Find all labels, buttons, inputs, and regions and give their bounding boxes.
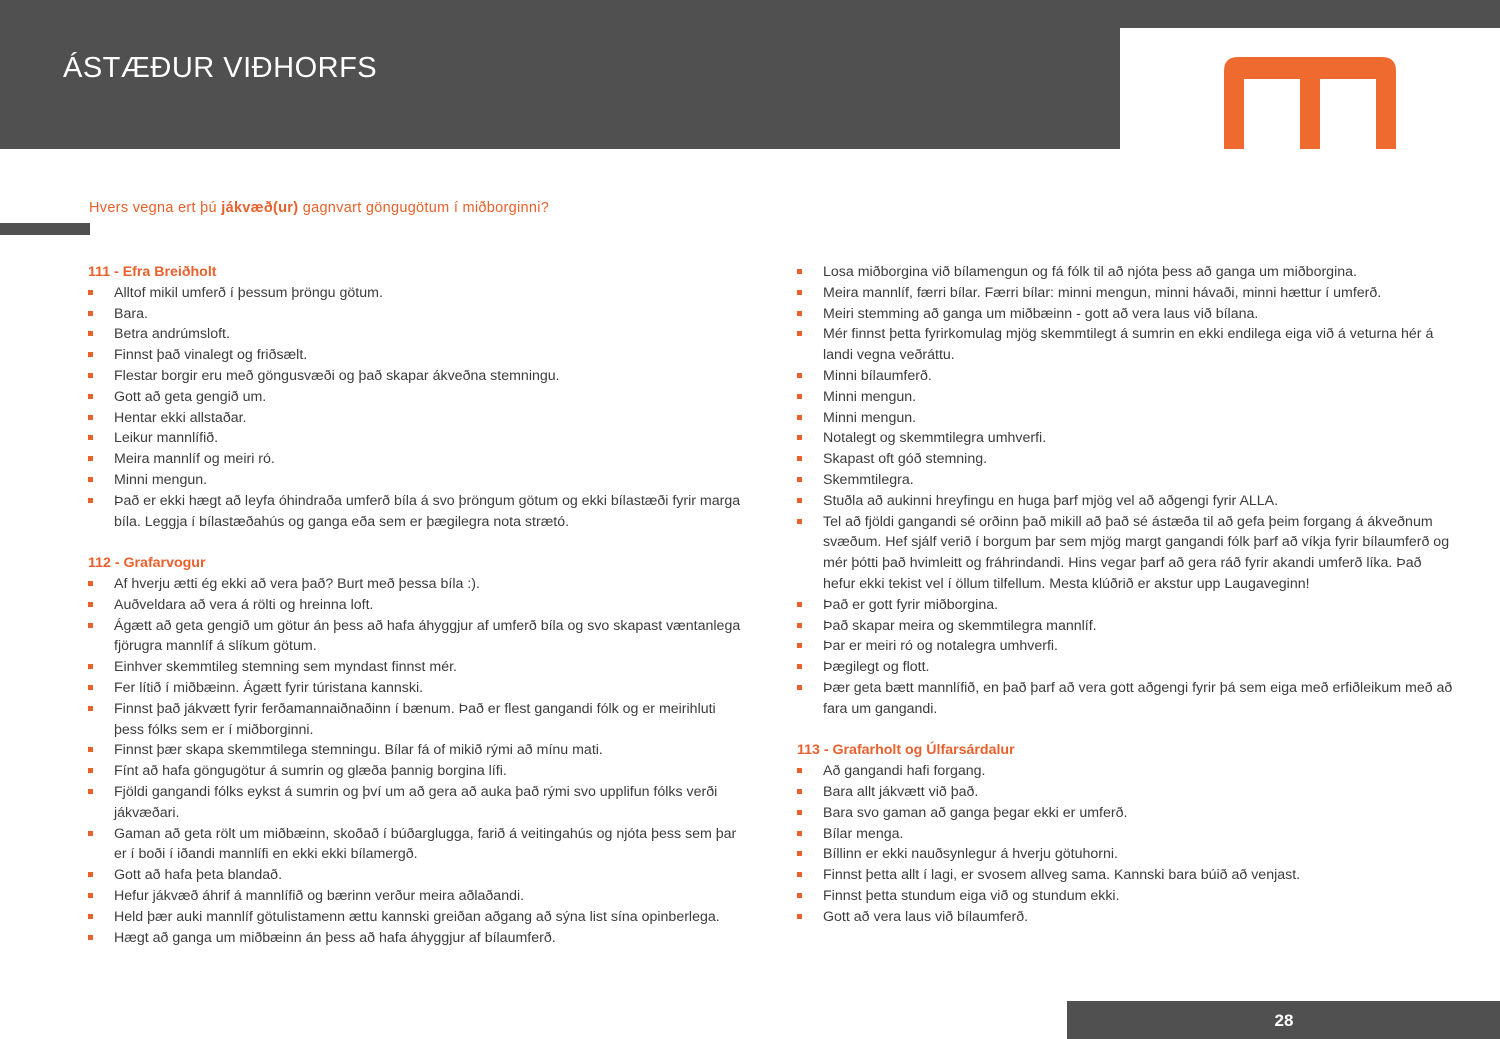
right-column	[797, 262, 1457, 928]
response-list	[797, 761, 1457, 927]
list-item: Þægilegt og flott.	[797, 657, 1457, 678]
list-item: Skemmtilegra.	[797, 470, 1457, 491]
list-item: Fer lítið í miðbæinn. Ágætt fyrir túristana kannski.	[88, 678, 748, 699]
list-item: Minni bílaumferð.	[797, 366, 1457, 387]
response-section	[797, 740, 1457, 927]
list-item: Finnst það jákvætt fyrir ferðamannaiðnaðinn í bænum. Það er flest gangandi fólk og er meirihluti þess fólks sem er í miðborginni.	[88, 699, 748, 741]
list-item: Notalegt og skemmtilegra umhverfi.	[797, 428, 1457, 449]
list-item: Held þær auki mannlíf götulistamenn ættu kannski greiðan aðgang að sýna list sína opinberlega.	[88, 907, 748, 928]
list-item: Bara svo gaman að ganga þegar ekki er umferð.	[797, 803, 1457, 824]
page-number: 28	[1274, 1011, 1294, 1030]
list-item: Fjöldi gangandi fólks eykst á sumrin og því um að gera að auka það rými svo upplifun fólks verði jákvæðari.	[88, 782, 748, 824]
list-item: Auðveldara að vera á rölti og hreinna loft.	[88, 595, 748, 616]
list-item: Tel að fjöldi gangandi sé orðinn það mikill að það sé ástæða til að gefa þeim forgang á ákveðnum svæðum. Hef sjálf verið í borgum þar sem mjög margt gangandi fólk þarf að víkja fyrir bílaumferð og mér þótti það hvimleitt og fráhrindandi. Hins vegar þarf að gera ráð fyrir akandi umferð líka. Það hefur ekki tekist vel í öllum tilfellum. Mesta klúðrið er akstur upp Laugaveginn!	[797, 512, 1457, 595]
list-item: Þær geta bætt mannlífið, en það þarf að vera gott aðgengi fyrir þá sem eiga með erfiðleikum með að fara um gangandi.	[797, 678, 1457, 720]
list-item: Minni mengun.	[88, 470, 748, 491]
response-section	[88, 262, 748, 532]
survey-question: Hvers vegna ert þú jákvæð(ur) gagnvart göngugötum í miðborginni?	[89, 200, 550, 216]
response-list	[88, 574, 748, 948]
list-item: Hentar ekki allstaðar.	[88, 408, 748, 429]
list-item: Af hverju ætti ég ekki að vera það? Burt með þessa bíla :).	[88, 574, 748, 595]
list-item: Flestar borgir eru með göngusvæði og það skapar ákveðna stemningu.	[88, 366, 748, 387]
list-item: Alltof mikil umferð í þessum þröngu götum.	[88, 283, 748, 304]
list-item: Skapast oft góð stemning.	[797, 449, 1457, 470]
question-emphasis: jákvæð(ur)	[221, 200, 299, 216]
list-item: Mér finnst þetta fyrirkomulag mjög skemmtilegt á sumrin en ekki endilega eiga við á veturna hér á landi vegna veðráttu.	[797, 324, 1457, 366]
list-item: Meira mannlíf og meiri ró.	[88, 449, 748, 470]
list-item: Bara.	[88, 304, 748, 325]
list-item: Fínt að hafa göngugötur á sumrin og glæða þannig borgina lífi.	[88, 761, 748, 782]
list-item: Leikur mannlífið.	[88, 428, 748, 449]
list-item: Finnst þær skapa skemmtilega stemningu. Bílar fá of mikið rými að mínu mati.	[88, 740, 748, 761]
list-item: Gott að hafa þeta blandað.	[88, 865, 748, 886]
continued-list	[797, 262, 1457, 720]
list-item: Gaman að geta rölt um miðbæinn, skoðað í búðarglugga, farið á veitingahús og njóta þess sem þar er í boði í iðandi mannlífi en ekki ekki bílamergð.	[88, 824, 748, 866]
list-item: Betra andrúmsloft.	[88, 324, 748, 345]
list-item: Það er gott fyrir miðborgina.	[797, 595, 1457, 616]
left-column	[88, 262, 748, 948]
list-item: Bílar menga.	[797, 824, 1457, 845]
section-title: 111 - Efra Breiðholt	[88, 264, 217, 280]
list-item: Það er ekki hægt að leyfa óhindraða umferð bíla á svo þröngum götum og ekki bílastæði fyrir marga bíla. Leggja í bílastæðahús og ganga eða sem er þægilegra nota strætó.	[88, 491, 748, 533]
list-item: Stuðla að aukinni hreyfingu en huga þarf mjög vel að aðgengi fyrir ALLA.	[797, 491, 1457, 512]
continued-section	[797, 262, 1457, 720]
orange-bracket-logo-icon	[1224, 57, 1396, 149]
list-item: Finnst þetta stundum eiga við og stundum ekki.	[797, 886, 1457, 907]
list-item: Bara allt jákvætt við það.	[797, 782, 1457, 803]
list-item: Minni mengun.	[797, 408, 1457, 429]
list-item: Þar er meiri ró og notalegra umhverfi.	[797, 636, 1457, 657]
list-item: Meira mannlíf, færri bílar. Færri bílar: minni mengun, minni hávaði, minni hættur í umferð.	[797, 283, 1457, 304]
section-title: 112 - Grafarvogur	[88, 555, 206, 572]
response-list	[88, 283, 748, 533]
list-item: Hefur jákvæð áhrif á mannlífið og bærinn verður meira aðlaðandi.	[88, 886, 748, 907]
list-item: Finnst þetta allt í lagi, er svosem allveg sama. Kannski bara búið að venjast.	[797, 865, 1457, 886]
list-item: Hægt að ganga um miðbæinn án þess að hafa áhyggjur af bílaumferð.	[88, 928, 748, 949]
section-title: 113 - Grafarholt og Úlfarsárdalur	[797, 742, 1015, 759]
list-item: Gott að geta gengið um.	[88, 387, 748, 408]
list-item: Meiri stemming að ganga um miðbæinn - gott að vera laus við bílana.	[797, 304, 1457, 325]
list-item: Ágætt að geta gengið um götur án þess að hafa áhyggjur af umferð bíla og svo skapast væntanlega fjörugra mannlíf á slíkum götum.	[88, 616, 748, 658]
list-item: Gott að vera laus við bílaumferð.	[797, 907, 1457, 928]
list-item: Losa miðborgina við bílamengun og fá fólk til að njóta þess að ganga um miðborgina.	[797, 262, 1457, 283]
list-item: Finnst það vinalegt og friðsælt.	[88, 345, 748, 366]
page-title: ÁSTÆÐUR VIÐHORFS	[63, 52, 378, 84]
list-item: Einhver skemmtileg stemning sem myndast finnst mér.	[88, 657, 748, 678]
list-item: Minni mengun.	[797, 387, 1457, 408]
list-item: Að gangandi hafi forgang.	[797, 761, 1457, 782]
list-item: Bíllinn er ekki nauðsynlegur á hverju götuhorni.	[797, 844, 1457, 865]
list-item: Það skapar meira og skemmtilegra mannlíf.	[797, 616, 1457, 637]
accent-bar	[0, 223, 90, 235]
response-section	[88, 553, 748, 948]
